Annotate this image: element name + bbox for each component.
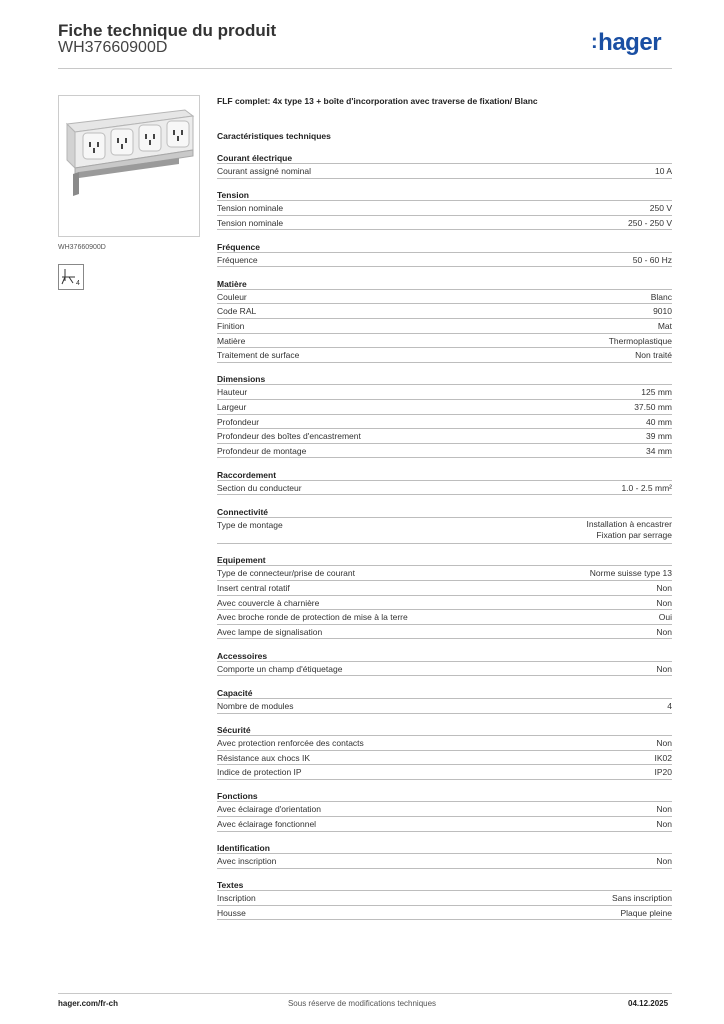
spec-label: Avec inscription	[217, 856, 277, 867]
socket-outlet-illustration	[59, 96, 199, 236]
spec-value: 1.0 - 2.5 mm²	[621, 482, 672, 493]
spec-group	[217, 187, 672, 230]
spec-group	[217, 788, 672, 831]
spec-label: Tension nominale	[217, 217, 284, 228]
specs-heading: Caractéristiques techniques	[217, 131, 331, 141]
spec-row	[217, 216, 672, 231]
spec-value: 125 mm	[641, 387, 672, 398]
spec-value: Norme suisse type 13	[589, 568, 672, 579]
spec-group	[217, 722, 672, 780]
spec-row	[217, 817, 672, 832]
spec-row	[217, 802, 672, 817]
logo-text: hager	[598, 29, 662, 56]
spec-group	[217, 276, 672, 363]
spec-row	[217, 610, 672, 625]
spec-label: Traitement de surface	[217, 350, 300, 361]
spec-group-title: Tension	[217, 187, 672, 201]
spec-value: Thermoplastique	[608, 335, 672, 346]
spec-row	[217, 891, 672, 906]
spec-row	[217, 596, 672, 611]
header-divider	[58, 68, 672, 69]
spec-label: Profondeur	[217, 416, 260, 427]
spec-label: Avec éclairage d'orientation	[217, 804, 322, 815]
spec-row	[217, 253, 672, 268]
spec-value: Non	[656, 856, 672, 867]
spec-label: Couleur	[217, 291, 247, 302]
spec-value: 250 - 250 V	[628, 217, 672, 228]
spec-value: Non traité	[635, 350, 672, 361]
spec-row	[217, 751, 672, 766]
footer-date: 04.12.2025	[628, 999, 669, 1008]
spec-value: Blanc	[650, 291, 672, 302]
spec-row	[217, 854, 672, 869]
hager-logo	[591, 29, 661, 57]
spec-label: Comporte un champ d'étiquetage	[217, 663, 343, 674]
spec-group	[217, 840, 672, 869]
spec-value: IK02	[654, 752, 672, 763]
spec-group	[217, 877, 672, 920]
spec-label: Avec lampe de signalisation	[217, 626, 323, 637]
spec-group	[217, 371, 672, 458]
spec-value: Non	[656, 804, 672, 815]
spec-row	[217, 415, 672, 430]
spec-label: Finition	[217, 321, 245, 332]
spec-label: Avec broche ronde de protection de mise à la terre	[217, 612, 408, 623]
spec-label: Type de connecteur/prise de courant	[217, 568, 355, 579]
spec-group-title: Matière	[217, 276, 672, 290]
spec-value: Mat	[657, 321, 672, 332]
image-caption: WH37660900D	[58, 244, 106, 251]
spec-row	[217, 699, 672, 714]
spec-value: Non	[656, 818, 672, 829]
spec-value: 10 A	[654, 166, 672, 176]
spec-group	[217, 504, 672, 544]
spec-label: Indice de protection IP	[217, 767, 302, 778]
spec-value: Sans inscription	[611, 893, 672, 904]
spec-row	[217, 290, 672, 305]
mount-icon-label: 4	[76, 280, 80, 287]
spec-group-title: Sécurité	[217, 722, 672, 736]
spec-value: 50 - 60 Hz	[632, 254, 672, 265]
spec-row	[217, 444, 672, 459]
footer-disclaimer: Sous réserve de modifications techniques	[287, 999, 437, 1008]
spec-group	[217, 552, 672, 639]
spec-row	[217, 429, 672, 444]
spec-group-title: Connectivité	[217, 504, 672, 518]
spec-value: Installation à encastrer Fixation par serrage	[586, 518, 672, 540]
spec-label: Fréquence	[217, 254, 258, 265]
spec-label: Type de montage	[217, 519, 283, 530]
spec-label: Avec couvercle à charnière	[217, 597, 320, 608]
spec-row	[217, 581, 672, 596]
spec-group-title: Identification	[217, 840, 672, 854]
spec-group-title: Dimensions	[217, 371, 672, 385]
spec-label: Résistance aux chocs IK	[217, 752, 311, 763]
spec-label: Courant assigné nominal	[217, 166, 312, 176]
spec-value: 9010	[653, 306, 672, 317]
spec-row	[217, 304, 672, 319]
spec-row	[217, 625, 672, 640]
spec-group-title: Fonctions	[217, 788, 672, 802]
spec-value: Non	[656, 663, 672, 674]
spec-row	[217, 400, 672, 415]
spec-row	[217, 201, 672, 216]
spec-group-title: Textes	[217, 877, 672, 891]
spec-group-title: Fréquence	[217, 239, 672, 253]
spec-value: Non	[656, 738, 672, 749]
spec-group	[217, 467, 672, 496]
mounting-type-icon	[58, 264, 84, 290]
spec-row	[217, 566, 672, 581]
product-reference: WH37660900D	[58, 39, 168, 56]
spec-row	[217, 906, 672, 921]
spec-label: Profondeur des boîtes d'encastrement	[217, 431, 361, 442]
spec-row	[217, 518, 672, 544]
spec-label: Inscription	[217, 893, 256, 904]
spec-row	[217, 334, 672, 349]
spec-row	[217, 319, 672, 334]
spec-label: Avec éclairage fonctionnel	[217, 818, 317, 829]
spec-row	[217, 662, 672, 677]
spec-value: Non	[656, 597, 672, 608]
spec-row	[217, 348, 672, 363]
spec-label: Avec protection renforcée des contacts	[217, 738, 364, 749]
spec-group-title: Courant électrique	[217, 150, 672, 164]
spec-row	[217, 736, 672, 751]
spec-group-title: Raccordement	[217, 467, 672, 481]
spec-label: Code RAL	[217, 306, 257, 317]
logo-colon-icon: :	[591, 31, 598, 53]
product-image	[58, 95, 200, 237]
spec-value: 250 V	[649, 203, 672, 214]
spec-row	[217, 481, 672, 496]
spec-row	[217, 164, 672, 179]
spec-group-title: Capacité	[217, 685, 672, 699]
spec-label: Nombre de modules	[217, 700, 294, 711]
spec-label: Matière	[217, 335, 246, 346]
spec-group-title: Accessoires	[217, 648, 672, 662]
spec-group	[217, 648, 672, 677]
spec-value: IP20	[654, 767, 672, 778]
spec-value: Non	[656, 626, 672, 637]
footer-divider	[58, 993, 672, 994]
spec-group	[217, 150, 672, 179]
spec-value: Oui	[658, 612, 672, 623]
spec-label: Hauteur	[217, 387, 248, 398]
product-description: FLF complet: 4x type 13 + boîte d'incorporation avec traverse de fixation/ Blanc	[217, 96, 538, 106]
spec-label: Section du conducteur	[217, 482, 302, 493]
spec-value: 37.50 mm	[634, 401, 672, 412]
spec-group-title: Equipement	[217, 552, 672, 566]
spec-value: Non	[656, 583, 672, 593]
spec-label: Largeur	[217, 401, 247, 412]
spec-value: Plaque pleine	[620, 907, 672, 918]
spec-group	[217, 239, 672, 268]
footer-website-link[interactable]: hager.com/fr-ch	[58, 999, 119, 1008]
spec-group	[217, 685, 672, 714]
spec-value: 40 mm	[646, 416, 672, 427]
specifications-table	[217, 150, 672, 929]
spec-label: Insert central rotatif	[217, 583, 290, 593]
spec-label: Profondeur de montage	[217, 445, 307, 456]
spec-value: 34 mm	[646, 445, 672, 456]
spec-row	[217, 385, 672, 400]
spec-value: 4	[667, 700, 672, 711]
spec-row	[217, 765, 672, 780]
page-title: Fiche technique du produit	[58, 21, 277, 40]
spec-label: Tension nominale	[217, 203, 284, 214]
spec-value: 39 mm	[646, 431, 672, 442]
spec-label: Housse	[217, 907, 246, 918]
